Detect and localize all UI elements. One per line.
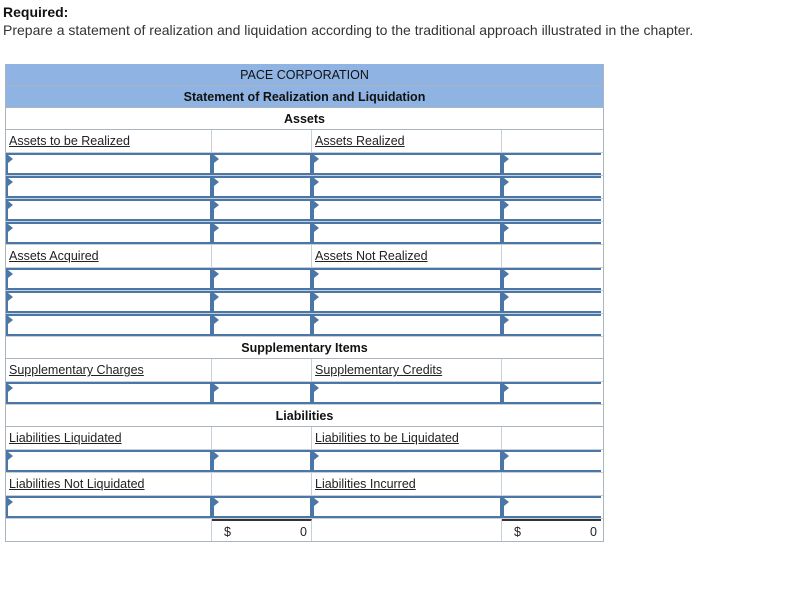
table-row — [6, 382, 603, 405]
assets-to-be-realized-account-4-input[interactable] — [6, 222, 212, 244]
assets-not-realized-account-3-input[interactable] — [312, 314, 502, 336]
assets-not-realized-amount-3-input[interactable] — [502, 314, 601, 336]
assets-realized-account-3-input[interactable] — [312, 199, 502, 221]
assets-not-realized-amount-1-input[interactable] — [502, 268, 601, 290]
required-label: Required: — [3, 4, 69, 20]
assets-to-be-realized-amount-4-input[interactable] — [212, 222, 312, 244]
total-right — [502, 519, 601, 541]
company-name: PACE CORPORATION — [6, 64, 603, 86]
table-row — [6, 153, 603, 176]
table-row — [6, 176, 603, 199]
assets-to-be-realized-account-1-input[interactable] — [6, 153, 212, 175]
statement-table — [5, 64, 604, 542]
statement-title: Statement of Realization and Liquidation — [6, 86, 603, 108]
liabilities-not-liquidated-account-input[interactable] — [6, 496, 212, 518]
liabilities-not-liquidated-amount-input[interactable] — [212, 496, 312, 518]
assets-heading: Assets — [6, 108, 603, 130]
total-left-value: 0 — [300, 525, 307, 539]
assets-to-be-realized-account-2-input[interactable] — [6, 176, 212, 198]
assets-not-realized-amount-2-input[interactable] — [502, 291, 601, 313]
liabilities-liquidated-account-input[interactable] — [6, 450, 212, 472]
blank-cell — [502, 359, 601, 381]
assets-not-realized-account-1-input[interactable] — [312, 268, 502, 290]
blank-cell — [212, 473, 312, 495]
supplementary-credits-account-input[interactable] — [312, 382, 502, 404]
table-row — [6, 268, 603, 291]
blank-cell — [6, 519, 212, 541]
table-row — [6, 427, 603, 450]
liabilities-to-be-liquidated-account-input[interactable] — [312, 450, 502, 472]
supplementary-charges-label: Supplementary Charges — [9, 363, 144, 377]
blank-cell — [212, 245, 312, 267]
supplementary-credits-label: Supplementary Credits — [315, 363, 443, 377]
supplementary-charges-amount-input[interactable] — [212, 382, 312, 404]
table-row — [6, 450, 603, 473]
assets-realized-amount-4-input[interactable] — [502, 222, 601, 244]
assets-realized-amount-3-input[interactable] — [502, 199, 601, 221]
assets-acquired-amount-3-input[interactable] — [212, 314, 312, 336]
supplementary-items-heading: Supplementary Items — [6, 337, 603, 359]
liabilities-liquidated-label: Liabilities Liquidated — [9, 431, 122, 445]
totals-row — [6, 519, 603, 542]
liabilities-incurred-amount-input[interactable] — [502, 496, 601, 518]
blank-cell — [212, 359, 312, 381]
table-row — [6, 496, 603, 519]
blank-cell — [212, 130, 312, 152]
assets-acquired-account-2-input[interactable] — [6, 291, 212, 313]
assets-realized-account-4-input[interactable] — [312, 222, 502, 244]
liabilities-not-liquidated-label: Liabilities Not Liquidated — [9, 477, 145, 491]
assets-acquired-amount-2-input[interactable] — [212, 291, 312, 313]
supplementary-charges-account-input[interactable] — [6, 382, 212, 404]
table-row — [6, 473, 603, 496]
assets-realized-account-2-input[interactable] — [312, 176, 502, 198]
assets-to-be-realized-amount-1-input[interactable] — [212, 153, 312, 175]
liabilities-liquidated-amount-input[interactable] — [212, 450, 312, 472]
liabilities-heading: Liabilities — [6, 405, 603, 427]
total-right-value: 0 — [590, 525, 597, 539]
assets-to-be-realized-amount-3-input[interactable] — [212, 199, 312, 221]
table-row — [6, 222, 603, 245]
supplementary-credits-amount-input[interactable] — [502, 382, 601, 404]
total-left — [212, 519, 312, 541]
blank-cell — [312, 519, 502, 541]
liabilities-to-be-liquidated-label: Liabilities to be Liquidated — [315, 431, 459, 445]
assets-not-realized-account-2-input[interactable] — [312, 291, 502, 313]
blank-cell — [502, 245, 601, 267]
assets-realized-amount-2-input[interactable] — [502, 176, 601, 198]
table-row — [6, 199, 603, 222]
blank-cell — [502, 130, 601, 152]
table-row — [6, 291, 603, 314]
blank-cell — [212, 427, 312, 449]
assets-acquired-label: Assets Acquired — [9, 249, 99, 263]
assets-acquired-amount-1-input[interactable] — [212, 268, 312, 290]
liabilities-to-be-liquidated-amount-input[interactable] — [502, 450, 601, 472]
currency-symbol: $ — [224, 525, 231, 539]
currency-symbol: $ — [514, 525, 521, 539]
assets-realized-amount-1-input[interactable] — [502, 153, 601, 175]
liabilities-incurred-label: Liabilities Incurred — [315, 477, 416, 491]
assets-to-be-realized-label: Assets to be Realized — [9, 134, 130, 148]
assets-acquired-account-3-input[interactable] — [6, 314, 212, 336]
assets-not-realized-label: Assets Not Realized — [315, 249, 428, 263]
blank-cell — [502, 473, 601, 495]
instruction-text: Prepare a statement of realization and liquidation according to the traditional approach illustrated in the chapter. — [3, 22, 694, 38]
assets-acquired-account-1-input[interactable] — [6, 268, 212, 290]
liabilities-incurred-account-input[interactable] — [312, 496, 502, 518]
blank-cell — [502, 427, 601, 449]
table-row — [6, 130, 603, 153]
assets-realized-account-1-input[interactable] — [312, 153, 502, 175]
table-row — [6, 359, 603, 382]
table-row — [6, 245, 603, 268]
assets-realized-label: Assets Realized — [315, 134, 405, 148]
assets-to-be-realized-account-3-input[interactable] — [6, 199, 212, 221]
table-row — [6, 314, 603, 337]
assets-to-be-realized-amount-2-input[interactable] — [212, 176, 312, 198]
